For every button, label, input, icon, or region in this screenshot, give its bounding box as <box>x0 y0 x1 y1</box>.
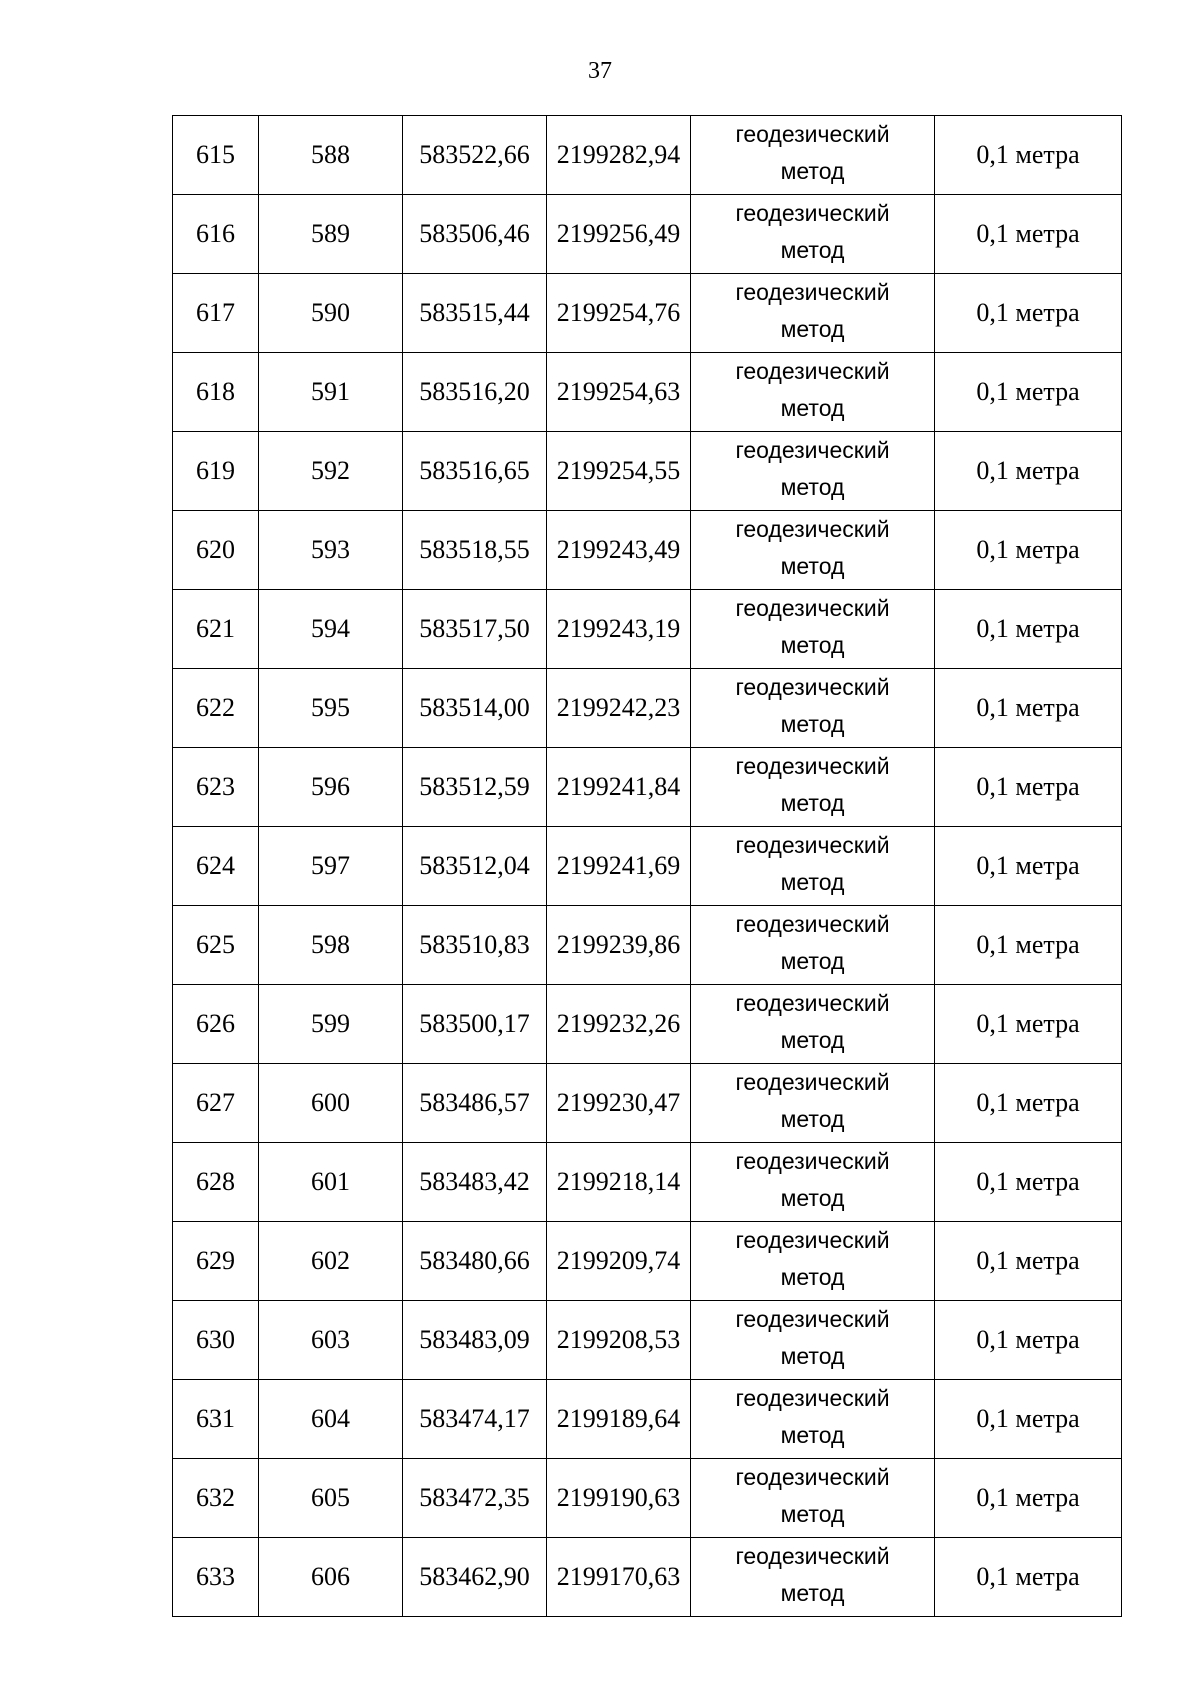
coordinate-y: 2199254,63 <box>547 353 691 432</box>
table-row <box>173 827 1122 906</box>
point-number: 628 <box>173 1143 259 1222</box>
method-cell <box>691 511 935 590</box>
point-index: 597 <box>259 827 403 906</box>
point-number: 631 <box>173 1380 259 1459</box>
coordinate-y: 2199218,14 <box>547 1143 691 1222</box>
coordinate-x: 583483,42 <box>403 1143 547 1222</box>
coordinate-y: 2199254,76 <box>547 274 691 353</box>
coordinate-x: 583516,65 <box>403 432 547 511</box>
point-index: 589 <box>259 195 403 274</box>
accuracy-cell: 0,1 метра <box>935 353 1122 432</box>
method-cell <box>691 590 935 669</box>
accuracy-cell: 0,1 метра <box>935 1380 1122 1459</box>
method-line-1: геодезический <box>735 832 890 858</box>
method-cell <box>691 748 935 827</box>
coordinate-x: 583474,17 <box>403 1380 547 1459</box>
table-row <box>173 1301 1122 1380</box>
accuracy-cell: 0,1 метра <box>935 1301 1122 1380</box>
accuracy-cell: 0,1 метра <box>935 1538 1122 1617</box>
point-number: 622 <box>173 669 259 748</box>
table-row <box>173 748 1122 827</box>
table-row <box>173 669 1122 748</box>
method-cell <box>691 1222 935 1301</box>
method-line-2: метод <box>780 790 845 816</box>
method-line-1: геодезический <box>735 990 890 1016</box>
method-cell <box>691 353 935 432</box>
method-cell <box>691 116 935 195</box>
accuracy-cell: 0,1 метра <box>935 1222 1122 1301</box>
coordinate-y: 2199241,69 <box>547 827 691 906</box>
method-line-2: метод <box>780 1185 845 1211</box>
point-index: 606 <box>259 1538 403 1617</box>
method-line-2: метод <box>780 711 845 737</box>
point-index: 588 <box>259 116 403 195</box>
table-row <box>173 353 1122 432</box>
method-line-2: метод <box>780 395 845 421</box>
point-index: 598 <box>259 906 403 985</box>
method-line-1: геодезический <box>735 1227 890 1253</box>
method-line-2: метод <box>780 1422 845 1448</box>
method-line-2: метод <box>780 1580 845 1606</box>
accuracy-cell: 0,1 метра <box>935 827 1122 906</box>
table-row <box>173 511 1122 590</box>
coordinate-y: 2199232,26 <box>547 985 691 1064</box>
method-cell <box>691 432 935 511</box>
point-index: 595 <box>259 669 403 748</box>
method-cell <box>691 985 935 1064</box>
method-line-1: геодезический <box>735 200 890 226</box>
table-row <box>173 1380 1122 1459</box>
method-line-1: геодезический <box>735 1543 890 1569</box>
accuracy-cell: 0,1 метра <box>935 432 1122 511</box>
method-line-1: геодезический <box>735 1306 890 1332</box>
point-number: 619 <box>173 432 259 511</box>
point-number: 625 <box>173 906 259 985</box>
method-line-1: геодезический <box>735 911 890 937</box>
method-cell <box>691 1064 935 1143</box>
method-line-2: метод <box>780 1264 845 1290</box>
coordinate-y: 2199209,74 <box>547 1222 691 1301</box>
accuracy-cell: 0,1 метра <box>935 1064 1122 1143</box>
coordinate-x: 583517,50 <box>403 590 547 669</box>
coordinate-x: 583516,20 <box>403 353 547 432</box>
coordinate-x: 583518,55 <box>403 511 547 590</box>
accuracy-cell: 0,1 метра <box>935 511 1122 590</box>
table-row <box>173 274 1122 353</box>
accuracy-cell: 0,1 метра <box>935 1459 1122 1538</box>
point-index: 592 <box>259 432 403 511</box>
coordinate-x: 583462,90 <box>403 1538 547 1617</box>
coordinate-y: 2199241,84 <box>547 748 691 827</box>
method-line-2: метод <box>780 474 845 500</box>
table-row <box>173 432 1122 511</box>
point-number: 632 <box>173 1459 259 1538</box>
method-line-1: геодезический <box>735 358 890 384</box>
coordinate-y: 2199208,53 <box>547 1301 691 1380</box>
method-cell <box>691 1380 935 1459</box>
accuracy-cell: 0,1 метра <box>935 590 1122 669</box>
point-number: 630 <box>173 1301 259 1380</box>
accuracy-cell: 0,1 метра <box>935 1143 1122 1222</box>
table-row <box>173 906 1122 985</box>
coordinate-x: 583472,35 <box>403 1459 547 1538</box>
method-line-2: метод <box>780 237 845 263</box>
method-line-1: геодезический <box>735 516 890 542</box>
method-cell <box>691 827 935 906</box>
coordinate-y: 2199170,63 <box>547 1538 691 1617</box>
table-row <box>173 1143 1122 1222</box>
coordinate-x: 583480,66 <box>403 1222 547 1301</box>
point-number: 633 <box>173 1538 259 1617</box>
accuracy-cell: 0,1 метра <box>935 748 1122 827</box>
point-number: 626 <box>173 985 259 1064</box>
method-line-2: метод <box>780 158 845 184</box>
method-line-1: геодезический <box>735 674 890 700</box>
point-index: 594 <box>259 590 403 669</box>
coordinate-y: 2199239,86 <box>547 906 691 985</box>
method-line-2: метод <box>780 869 845 895</box>
coordinate-x: 583510,83 <box>403 906 547 985</box>
point-index: 591 <box>259 353 403 432</box>
method-line-1: геодезический <box>735 279 890 305</box>
method-cell <box>691 274 935 353</box>
point-number: 616 <box>173 195 259 274</box>
point-number: 624 <box>173 827 259 906</box>
table-row <box>173 1064 1122 1143</box>
coordinate-y: 2199254,55 <box>547 432 691 511</box>
coordinate-y: 2199243,19 <box>547 590 691 669</box>
accuracy-cell: 0,1 метра <box>935 906 1122 985</box>
coordinate-x: 583514,00 <box>403 669 547 748</box>
point-number: 615 <box>173 116 259 195</box>
method-line-1: геодезический <box>735 1385 890 1411</box>
method-line-1: геодезический <box>735 1069 890 1095</box>
point-number: 618 <box>173 353 259 432</box>
point-index: 593 <box>259 511 403 590</box>
point-number: 621 <box>173 590 259 669</box>
coordinate-y: 2199242,23 <box>547 669 691 748</box>
accuracy-cell: 0,1 метра <box>935 985 1122 1064</box>
coordinate-x: 583486,57 <box>403 1064 547 1143</box>
method-line-1: геодезический <box>735 1464 890 1490</box>
point-index: 600 <box>259 1064 403 1143</box>
method-line-1: геодезический <box>735 595 890 621</box>
table-row <box>173 1459 1122 1538</box>
point-index: 602 <box>259 1222 403 1301</box>
method-line-1: геодезический <box>735 753 890 779</box>
page-number: 37 <box>588 58 612 84</box>
coordinate-y: 2199282,94 <box>547 116 691 195</box>
coordinate-y: 2199189,64 <box>547 1380 691 1459</box>
method-line-1: геодезический <box>735 437 890 463</box>
point-number: 627 <box>173 1064 259 1143</box>
point-index: 603 <box>259 1301 403 1380</box>
table-row <box>173 1538 1122 1617</box>
method-line-2: метод <box>780 1106 845 1132</box>
point-number: 617 <box>173 274 259 353</box>
coordinates-table-body <box>173 116 1122 1617</box>
coordinate-x: 583512,59 <box>403 748 547 827</box>
coordinate-x: 583500,17 <box>403 985 547 1064</box>
method-line-2: метод <box>780 632 845 658</box>
point-index: 605 <box>259 1459 403 1538</box>
table-row <box>173 116 1122 195</box>
coordinate-y: 2199243,49 <box>547 511 691 590</box>
accuracy-cell: 0,1 метра <box>935 195 1122 274</box>
coordinate-y: 2199256,49 <box>547 195 691 274</box>
method-cell <box>691 1143 935 1222</box>
point-number: 629 <box>173 1222 259 1301</box>
method-cell <box>691 669 935 748</box>
table-row <box>173 1222 1122 1301</box>
table-row <box>173 590 1122 669</box>
coordinate-x: 583506,46 <box>403 195 547 274</box>
method-cell <box>691 906 935 985</box>
method-line-2: метод <box>780 1501 845 1527</box>
point-index: 599 <box>259 985 403 1064</box>
point-number: 620 <box>173 511 259 590</box>
point-index: 604 <box>259 1380 403 1459</box>
coordinate-x: 583515,44 <box>403 274 547 353</box>
accuracy-cell: 0,1 метра <box>935 116 1122 195</box>
coordinate-x: 583522,66 <box>403 116 547 195</box>
coordinate-x: 583512,04 <box>403 827 547 906</box>
point-number: 623 <box>173 748 259 827</box>
method-line-2: метод <box>780 1343 845 1369</box>
point-index: 601 <box>259 1143 403 1222</box>
method-cell <box>691 195 935 274</box>
method-cell <box>691 1301 935 1380</box>
point-index: 590 <box>259 274 403 353</box>
method-line-2: метод <box>780 948 845 974</box>
accuracy-cell: 0,1 метра <box>935 669 1122 748</box>
coordinate-y: 2199190,63 <box>547 1459 691 1538</box>
table-row <box>173 195 1122 274</box>
accuracy-cell: 0,1 метра <box>935 274 1122 353</box>
method-cell <box>691 1538 935 1617</box>
table-row <box>173 985 1122 1064</box>
method-line-2: метод <box>780 553 845 579</box>
method-line-1: геодезический <box>735 1148 890 1174</box>
method-line-2: метод <box>780 316 845 342</box>
method-cell <box>691 1459 935 1538</box>
method-line-1: геодезический <box>735 121 890 147</box>
point-index: 596 <box>259 748 403 827</box>
coordinate-y: 2199230,47 <box>547 1064 691 1143</box>
coordinates-table <box>172 115 1122 1617</box>
method-line-2: метод <box>780 1027 845 1053</box>
coordinate-x: 583483,09 <box>403 1301 547 1380</box>
